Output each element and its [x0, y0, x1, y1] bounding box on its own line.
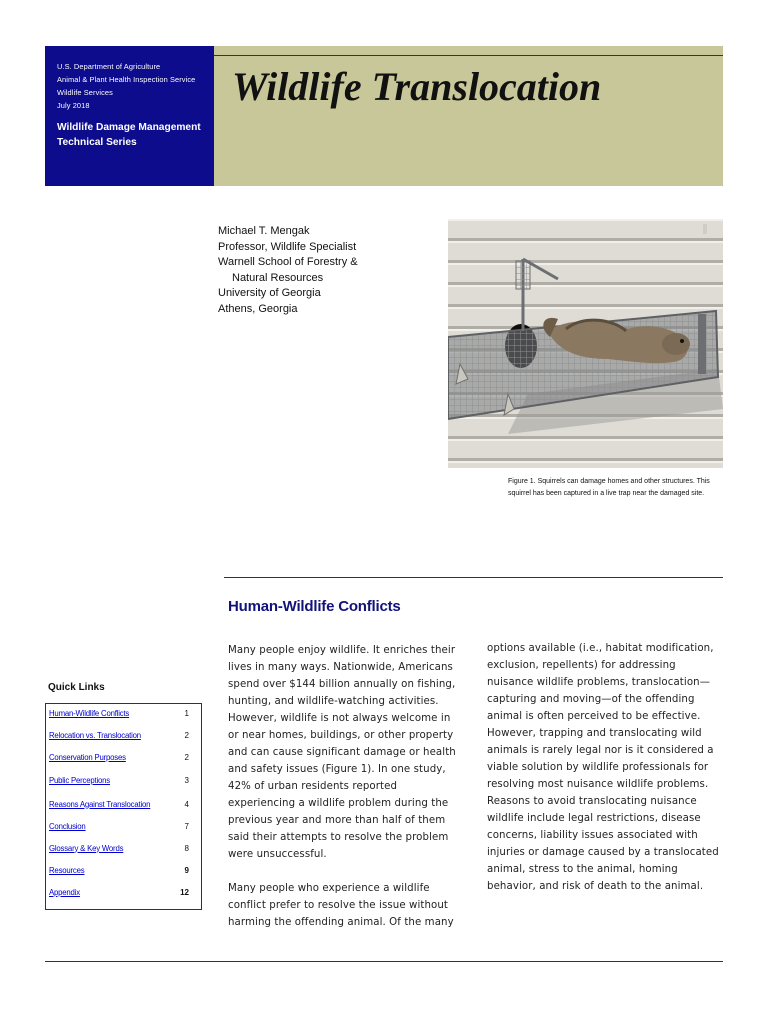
quick-link-item[interactable]	[49, 819, 199, 833]
author-title: Professor, Wildlife Specialist	[218, 240, 357, 253]
series-line: Technical Series	[57, 137, 137, 148]
body-column-left	[228, 642, 460, 948]
quick-link-label[interactable]: Conclusion	[49, 821, 86, 831]
quick-link-item[interactable]	[49, 728, 199, 742]
author-affiliation: Warnell School of Forestry &	[218, 256, 358, 268]
quick-link-page: 4	[184, 799, 189, 809]
quick-link-item[interactable]	[49, 885, 199, 899]
page-title: Wildlife Translocation	[232, 64, 602, 109]
quick-link-page: 12	[180, 887, 189, 897]
author-affiliation: Natural Resources	[232, 271, 324, 284]
quick-link-label[interactable]: Resources	[49, 865, 85, 875]
author-university: University of Georgia	[218, 287, 321, 299]
agency-header-box	[45, 46, 214, 186]
figure-caption: Figure 1. Squirrels can damage homes and other structures. This squirrel has been captured in a live trap near the damaged site.	[508, 478, 710, 497]
section-heading: Human-Wildlife Conflicts	[228, 598, 401, 615]
series-title	[57, 120, 202, 150]
author-location: Athens, Georgia	[218, 302, 298, 315]
quick-link-label[interactable]: Human-Wildlife Conflicts	[49, 708, 130, 718]
quick-link-page: 9	[184, 865, 189, 875]
quick-link-item[interactable]	[49, 750, 199, 764]
quick-link-item[interactable]	[49, 706, 199, 720]
quick-link-label[interactable]: Conservation Purposes	[49, 752, 126, 762]
title-banner	[214, 46, 723, 186]
agency-line: U.S. Department of Agriculture	[57, 62, 161, 71]
quick-link-label[interactable]: Relocation vs. Translocation	[49, 730, 141, 740]
paragraph: options available (i.e., habitat modification, exclusion, repellents) for addressing nuisance wildlife problems, translocation—capturing and moving—of the offending animal is often perceived to be effective. However, trapping and translocating wild animals is rarely legal nor is it considered a viable solution by wildlife professionals for resolving most nuisance wildlife problems. Reasons to avoid translocating nuisance wildlife include legal restrictions, disease concerns, liability issues associated with injuries or damage caused by a translocated animal, stress to the animal, homing behavior, and risk of death to the animal.	[487, 643, 719, 892]
series-line: Wildlife Damage Management	[57, 122, 201, 133]
quick-link-label[interactable]: Glossary & Key Words	[49, 843, 124, 853]
quick-links-box	[45, 703, 202, 910]
quick-link-page: 7	[184, 821, 189, 831]
agency-line: Animal & Plant Health Inspection Service	[57, 75, 196, 84]
agency-line: Wildlife Services	[57, 88, 113, 97]
quick-link-page: 3	[184, 775, 189, 785]
body-column-right	[487, 640, 723, 912]
quick-link-page: 2	[184, 752, 189, 762]
quick-link-page: 1	[184, 708, 189, 718]
paragraph: Many people who experience a wildlife conflict prefer to resolve the issue without harming the offending animal. Of the many	[228, 883, 454, 928]
quick-link-item[interactable]	[49, 863, 199, 877]
author-name: Michael T. Mengak	[218, 225, 310, 237]
section-divider	[224, 577, 723, 578]
quick-link-page: 2	[184, 730, 189, 740]
quick-link-label[interactable]: Reasons Against Translocation	[49, 799, 151, 809]
quick-link-page: 8	[184, 843, 189, 853]
quick-links-title: Quick Links	[48, 682, 105, 693]
quick-link-label[interactable]: Appendix	[49, 887, 80, 897]
quick-link-label[interactable]: Public Perceptions	[49, 775, 110, 785]
quick-link-item[interactable]	[49, 797, 199, 811]
squirrel-trap-photo	[448, 219, 723, 468]
divider	[214, 55, 723, 56]
quick-link-item[interactable]	[49, 773, 199, 787]
paragraph: Many people enjoy wildlife. It enriches their lives in many ways. Nationwide, Americans spend over $144 billion annually on fishing, hunting, and wildlife-watching activities. However, wildlife is not always welcome in or near homes, buildings, or other property and can cause significant damage or health and safety issues (Figure 1). In one study, 42% of urban residents reported experiencing a wildlife problem during the previous year and more than half of them said their attempts to resolve the problem were unsuccessful.	[228, 645, 456, 860]
quick-link-item[interactable]	[49, 841, 199, 855]
author-block	[218, 224, 358, 317]
publication-date: July 2018	[57, 101, 90, 110]
footer-divider	[45, 961, 723, 962]
